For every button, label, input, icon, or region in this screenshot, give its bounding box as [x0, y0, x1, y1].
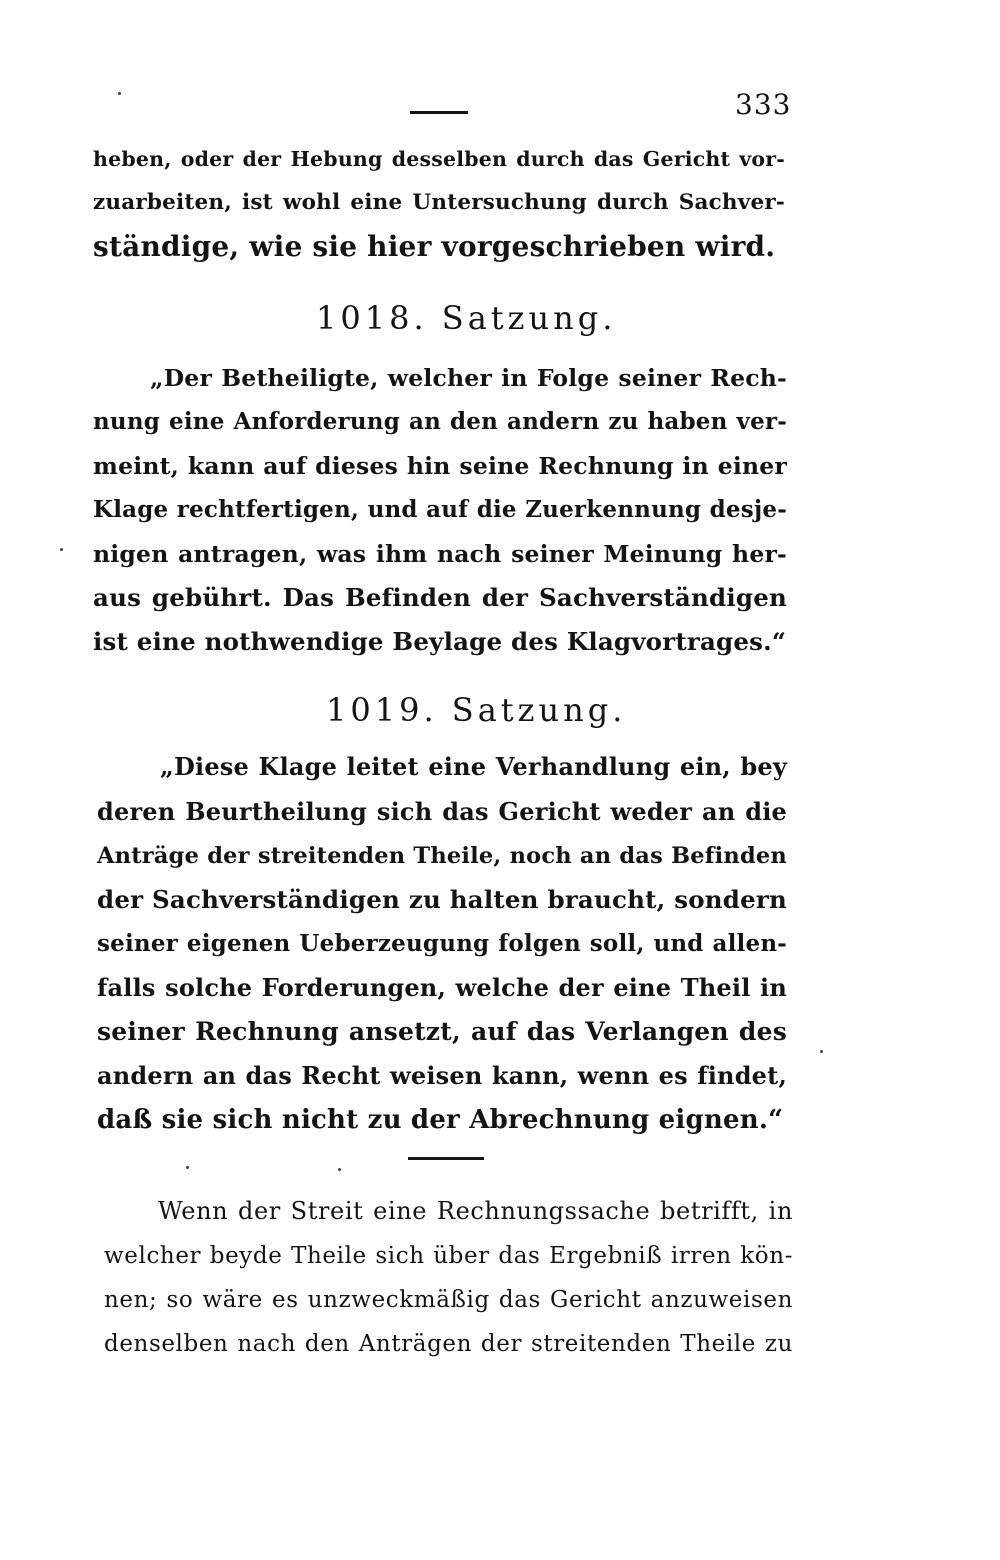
section-line: meint, kann auf dieses hin seine Rechnung in einer: [93, 452, 787, 480]
section-line: seiner eigenen Ueberzeugung folgen soll, und allen-: [97, 930, 787, 957]
paper-speck: [60, 548, 63, 551]
paper-speck: [118, 92, 121, 95]
section-line: daß sie sich nicht zu der Abrechnung eignen.“: [97, 1105, 784, 1135]
section-line: der Sachverständigen zu halten braucht, sondern: [97, 885, 787, 914]
paper-speck: [186, 1166, 189, 1169]
intro-line: zuarbeiten, ist wohl eine Untersuchung durch Sachver-: [93, 190, 785, 215]
section-line: „Der Betheiligte, welcher in Folge seiner Rech-: [150, 364, 787, 392]
header-rule: [410, 111, 468, 114]
section-line: Klage rechtfertigen, und auf die Zuerkennung desje-: [93, 496, 787, 523]
section-line: seiner Rechnung ansetzt, auf das Verlangen des: [97, 1017, 787, 1046]
section-line: nigen antragen, was ihm nach seiner Meinung her-: [93, 540, 787, 568]
separator-rule: [408, 1157, 484, 1160]
paper-speck: [820, 1050, 823, 1053]
section-line: deren Beurtheilung sich das Gericht weder an die: [97, 797, 787, 826]
section-heading-1019: 1019. Satzung.: [326, 691, 627, 729]
commentary-line: welcher beyde Theile sich über das Ergebniß irren kön-: [104, 1243, 793, 1269]
section-line: falls solche Forderungen, welche der eine Theil in: [97, 973, 787, 1002]
intro-line: heben, oder der Hebung desselben durch das Gericht vor-: [93, 147, 785, 171]
section-line: nung eine Anforderung an den andern zu haben ver-: [93, 408, 787, 435]
intro-line: ständige, wie sie hier vorgeschrieben wird.: [93, 230, 776, 263]
section-line: ist eine nothwendige Beylage des Klagvortrages.“: [93, 627, 787, 656]
section-heading-1018: 1018. Satzung.: [316, 299, 617, 337]
page-number: 333: [735, 88, 792, 121]
section-line: andern an das Recht weisen kann, wenn es findet,: [97, 1061, 787, 1090]
commentary-line: nen; so wäre es unzweckmäßig das Gericht anzuweisen: [104, 1287, 793, 1313]
section-line: „Diese Klage leitet eine Verhandlung ein, bey: [160, 752, 787, 781]
section-line: aus gebührt. Das Befinden der Sachverständigen: [93, 583, 787, 612]
commentary-line: denselben nach den Anträgen der streitenden Theile zu: [104, 1331, 793, 1357]
commentary-line: Wenn der Streit eine Rechnungssache betrifft, in: [158, 1197, 793, 1225]
paper-speck: [338, 1168, 341, 1171]
section-line: Anträge der streitenden Theile, noch an das Befinden: [97, 843, 787, 869]
